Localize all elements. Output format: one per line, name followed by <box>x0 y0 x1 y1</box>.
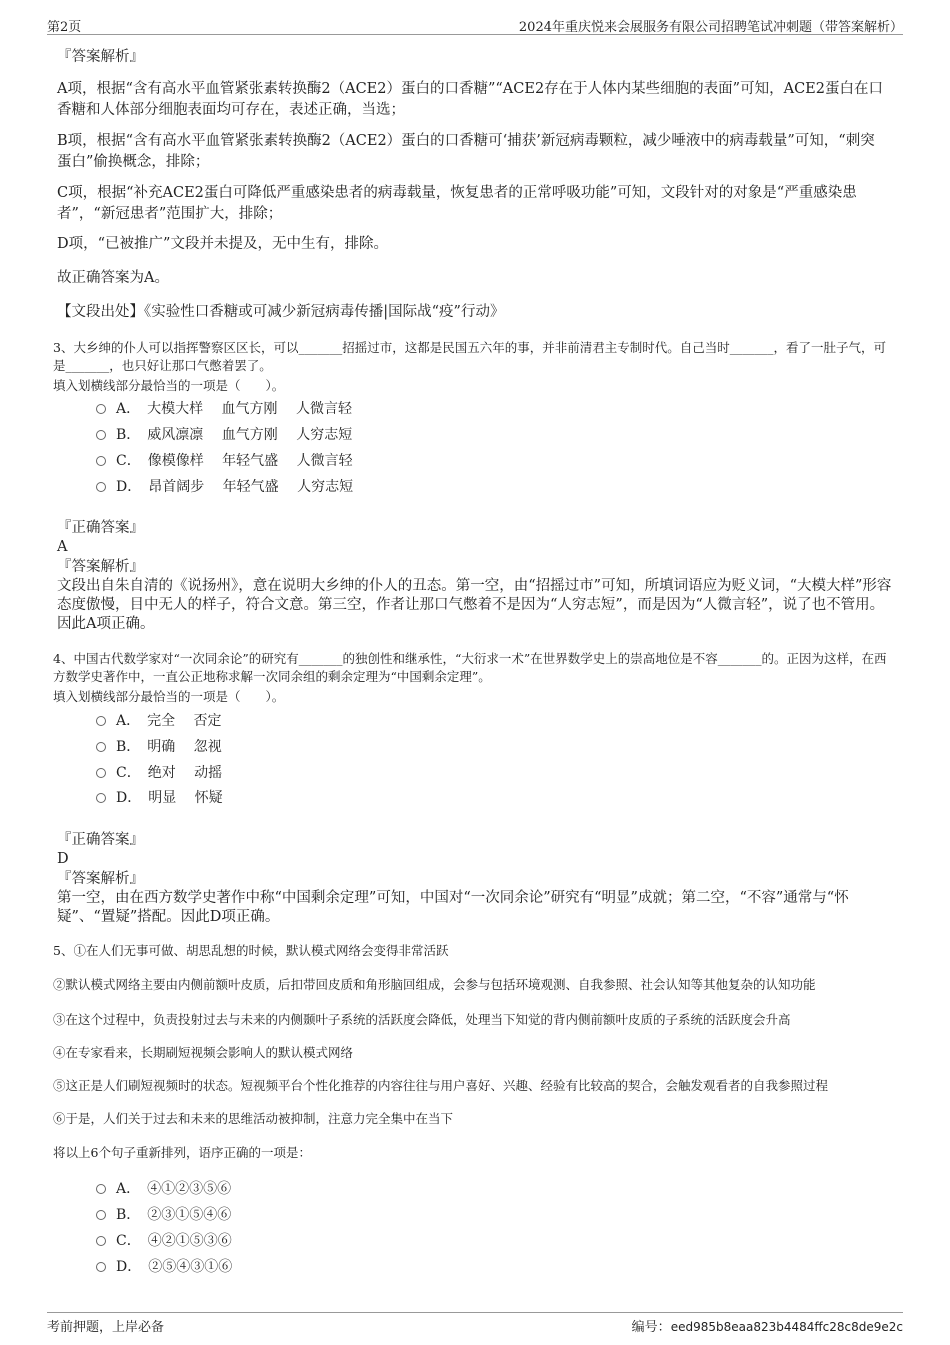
q3-option-a[interactable]: A． 大模大样 血气方刚 人微言轻 <box>96 398 352 420</box>
q4-prompt: 填入划横线部分最恰当的一项是（ ）。 <box>53 689 285 704</box>
q2-conclusion: 故正确答案为A。 <box>57 270 169 286</box>
q4-analysis: 第一空，由在西方数学史著作中称“中国剩余定理”可知，中国对“一次同余论”研究有“明显”成就；第二空，“不容”通常与“怀疑”、“置疑”搭配。因此D项正确。 <box>57 890 849 925</box>
q3-option-b[interactable]: B． 威风凛凛 血气方刚 人穷志短 <box>96 424 352 446</box>
q5-sentence-2: ②默认模式网络主要由内侧前额叶皮质，后扣带回皮质和角形脑回组成，会参与包括环境观测、自我参照、社会认知等其他复杂的认知功能 <box>53 977 816 992</box>
q3-answer: A <box>57 539 68 555</box>
radio-icon[interactable] <box>96 716 106 726</box>
q3-answer-heading: 『正确答案』 <box>57 520 144 536</box>
q2-source: 【文段出处】《实验性口香糖或可减少新冠病毒传播|国际战“疫”行动》 <box>57 304 505 320</box>
q5-sentence-6: ⑥于是，人们关于过去和未来的思维活动被抑制，注意力完全集中在当下 <box>53 1111 454 1126</box>
document-id <box>632 1316 903 1335</box>
q5-sentence-4: ④在专家看来，长期刷短视频会影响人的默认模式网络 <box>53 1045 354 1060</box>
q3-stem: 3、大乡绅的仆人可以指挥警察区区长，可以_______招摇过市，这都是民国五六年的事，并非前清君主专制时代。自己当时_______，看了一肚子气，可是_______，也只好让那口气憋着罢了。 <box>53 340 886 373</box>
q5-option-d[interactable]: D． ②⑤④③①⑥ <box>96 1256 232 1278</box>
q2-analysis-b: B项，根据“含有高水平血管紧张素转换酶2（ACE2）蛋白的口香糖可‘捕获’新冠病毒颗粒，减少唾液中的病毒载量”可知，“刺突蛋白”偷换概念，排除； <box>57 133 875 170</box>
q2-analysis-d: D项，“已被推广”文段并未提及，无中生有，排除。 <box>57 236 388 252</box>
q4-option-c[interactable]: C． 绝对 动摇 <box>96 762 222 784</box>
q4-answer: D <box>57 851 69 867</box>
radio-icon[interactable] <box>96 456 106 466</box>
radio-icon[interactable] <box>96 430 106 440</box>
footer-slogan: 考前押题，上岸必备 <box>47 1320 165 1335</box>
radio-icon[interactable] <box>96 404 106 414</box>
q4-option-d[interactable]: D． 明显 怀疑 <box>96 787 223 809</box>
radio-icon[interactable] <box>96 1184 106 1194</box>
q5-option-c[interactable]: C． ④②①⑤③⑥ <box>96 1230 232 1252</box>
q3-option-c[interactable]: C． 像模像样 年轻气盛 人微言轻 <box>96 450 353 472</box>
q2-analysis-a: A项，根据“含有高水平血管紧张素转换酶2（ACE2）蛋白的口香糖”“ACE2存在于人体内某些细胞的表面”可知，ACE2蛋白在口香糖和人体部分细胞表面均可存在，表述正确，当选； <box>57 81 883 118</box>
q5-prompt: 将以上6个句子重新排列，语序正确的一项是： <box>53 1145 311 1160</box>
q5-option-b[interactable]: B． ②③①⑤④⑥ <box>96 1204 231 1226</box>
q5-option-a[interactable]: A． ④①②③⑤⑥ <box>96 1178 231 1200</box>
radio-icon[interactable] <box>96 1236 106 1246</box>
radio-icon[interactable] <box>96 482 106 492</box>
q4-analysis-heading: 『答案解析』 <box>57 871 144 887</box>
q2-analysis-c: C项，根据“补充ACE2蛋白可降低严重感染患者的病毒载量，恢复患者的正常呼吸功能”可知，文段针对的对象是“严重感染患者”，“新冠患者”范围扩大，排除； <box>57 185 857 222</box>
q2-analysis-heading: 『答案解析』 <box>57 49 144 65</box>
document-title: 2024年重庆悦来会展服务有限公司招聘笔试冲刺题（带答案解析） <box>518 20 903 35</box>
document-id-code: eed985b8eaa823b4484ffc28c8de9e2c <box>670 1320 903 1334</box>
radio-icon[interactable] <box>96 768 106 778</box>
q5-sentence-5: ⑤这正是人们刷短视频时的状态。短视频平台个性化推荐的内容往往与用户喜好、兴趣、经验有比较高的契合，会触发观看者的自我参照过程 <box>53 1078 829 1093</box>
q3-prompt: 填入划横线部分最恰当的一项是（ ）。 <box>53 378 285 393</box>
q3-analysis-heading: 『答案解析』 <box>57 559 144 575</box>
radio-icon[interactable] <box>96 793 106 803</box>
radio-icon[interactable] <box>96 742 106 752</box>
q4-option-a[interactable]: A． 完全 否定 <box>96 710 222 732</box>
q4-stem: 4、中国古代数学家对“一次同余论”的研究有_______的独创性和继承性，“大衍求一术”在世界数学史上的崇高地位是不容_______的。正因为这样，在西方数学史著作中，一直公正地称求解一次同余组的剩余定理为“中国剩余定理”。 <box>53 651 887 684</box>
document-id-label: 编号： <box>631 1320 671 1335</box>
q3-option-d[interactable]: D． 昂首阔步 年轻气盛 人穷志短 <box>96 476 353 498</box>
radio-icon[interactable] <box>96 1210 106 1220</box>
radio-icon[interactable] <box>96 1262 106 1272</box>
q5-sentence-3: ③在这个过程中，负责投射过去与未来的内侧颞叶子系统的活跃度会降低，处理当下知觉的背内侧前额叶皮质的子系统的活跃度会升高 <box>53 1012 791 1027</box>
page-footer <box>47 1312 903 1337</box>
page-header <box>47 14 903 35</box>
q4-answer-heading: 『正确答案』 <box>57 832 144 848</box>
q3-analysis: 文段出自朱自清的《说扬州》，意在说明大乡绅的仆人的丑态。第一空，由“招摇过市”可知，所填词语应为贬义词，“大模大样”形容态度傲慢，目中无人的样子，符合文意。第三空，作者让那口气憋着不是因为“人穷志短”，而是因为“人微言轻”，说了也不管用。因此A项正确。 <box>57 578 892 632</box>
q4-option-b[interactable]: B． 明确 忽视 <box>96 736 222 758</box>
page-number: 第2页 <box>47 20 82 35</box>
q5-sentence-1: 5、①在人们无事可做、胡思乱想的时候，默认模式网络会变得非常活跃 <box>53 943 449 958</box>
